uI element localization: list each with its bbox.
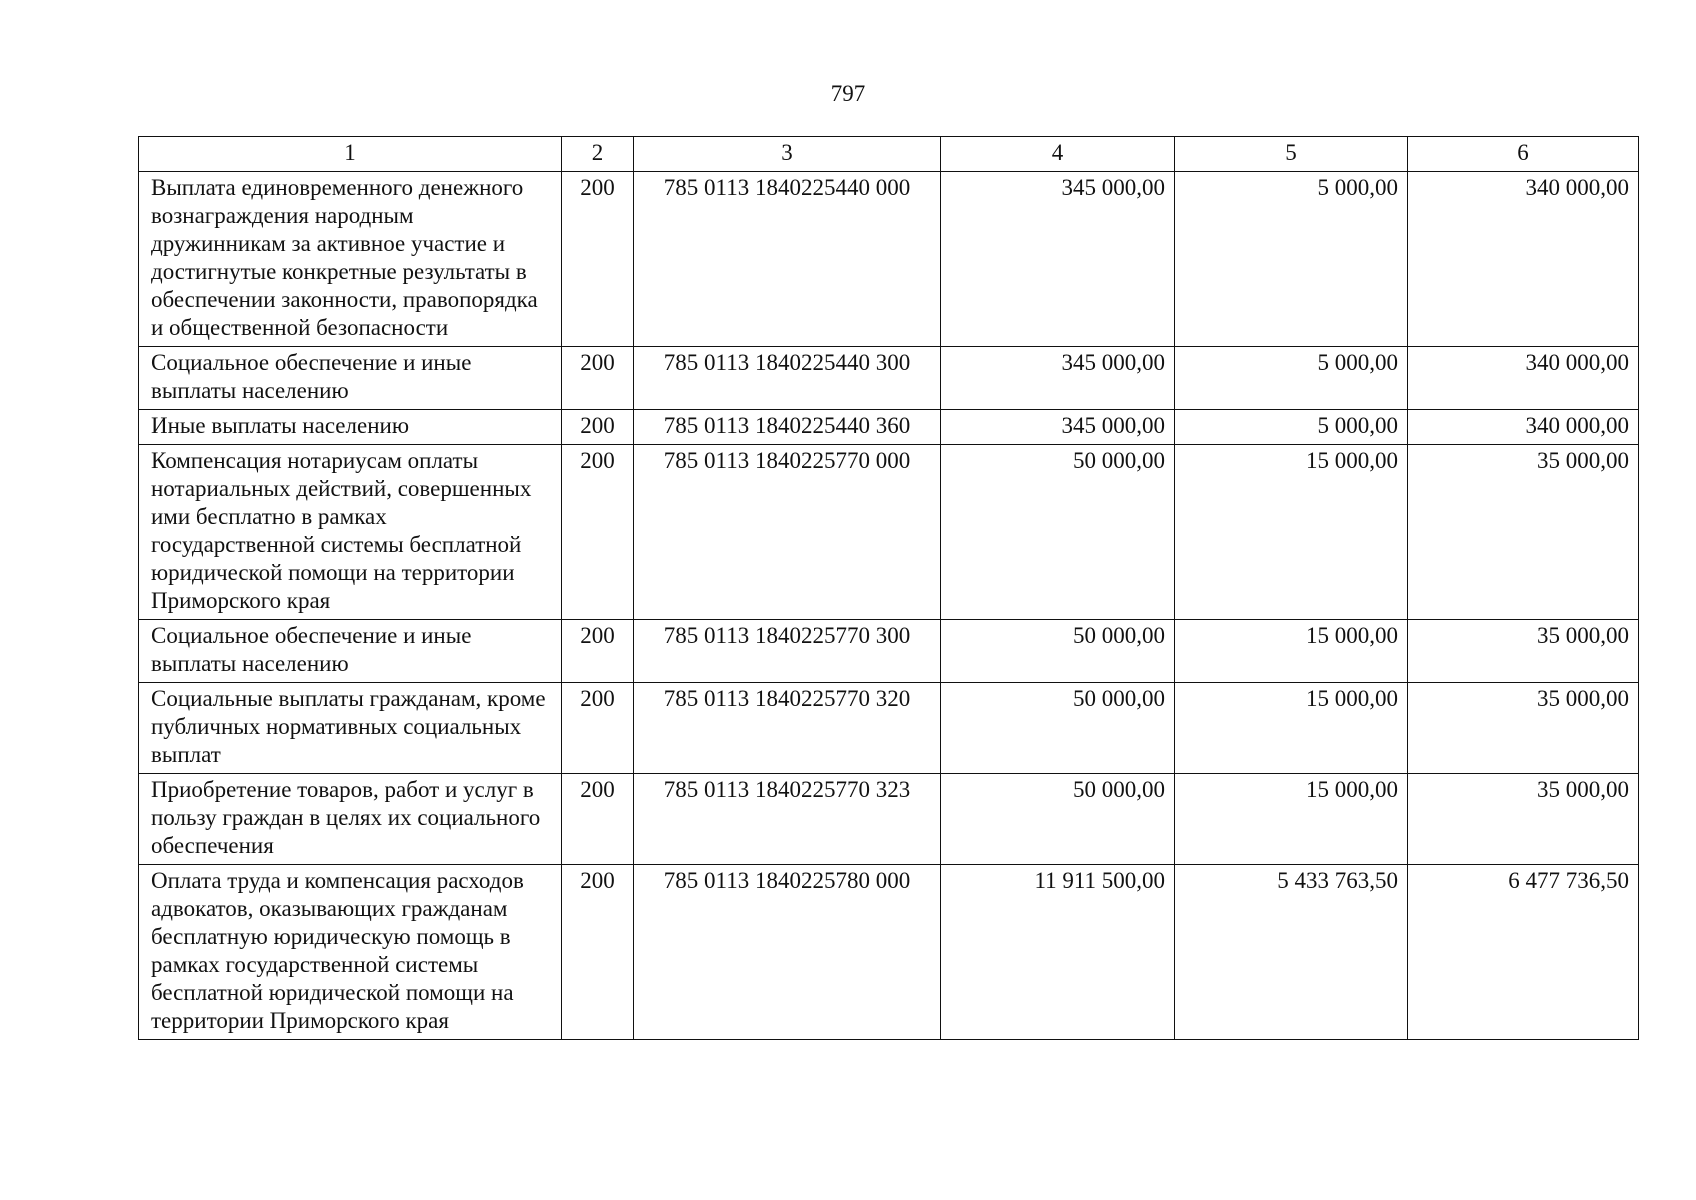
row-amount-col4: 345 000,00 <box>941 347 1175 410</box>
row-amount-col5: 15 000,00 <box>1175 620 1408 683</box>
row-name: Оплата труда и компенсация расходов адвокатов, оказывающих гражданам бесплатную юридическую помощь в рамках государственной системы бесплатной юридической помощи на территории Приморского края <box>139 865 562 1040</box>
row-classification-code: 785 0113 1840225770 323 <box>634 774 941 865</box>
row-classification-code: 785 0113 1840225440 300 <box>634 347 941 410</box>
row-amount-col5: 5 000,00 <box>1175 410 1408 445</box>
column-header: 5 <box>1175 137 1408 172</box>
row-code: 200 <box>562 172 634 347</box>
row-amount-col6: 340 000,00 <box>1408 347 1639 410</box>
row-amount-col6: 35 000,00 <box>1408 445 1639 620</box>
row-code: 200 <box>562 774 634 865</box>
row-amount-col5: 5 000,00 <box>1175 347 1408 410</box>
row-amount-col4: 345 000,00 <box>941 410 1175 445</box>
column-header: 3 <box>634 137 941 172</box>
row-amount-col5: 15 000,00 <box>1175 774 1408 865</box>
row-amount-col5: 15 000,00 <box>1175 683 1408 774</box>
row-code: 200 <box>562 865 634 1040</box>
header-row <box>139 137 1639 172</box>
row-code: 200 <box>562 410 634 445</box>
row-code: 200 <box>562 620 634 683</box>
row-name: Компенсация нотариусам оплаты нотариальных действий, совершенных ими бесплатно в рамках государственной системы бесплатной юридической помощи на территории Приморского края <box>139 445 562 620</box>
row-classification-code: 785 0113 1840225440 360 <box>634 410 941 445</box>
row-amount-col6: 35 000,00 <box>1408 774 1639 865</box>
row-name: Социальное обеспечение и иные выплаты населению <box>139 347 562 410</box>
column-header: 2 <box>562 137 634 172</box>
row-name: Выплата единовременного денежного вознаграждения народным дружинникам за активное участие и достигнутые конкретные результаты в обеспечении законности, правопорядка и общественной безопасности <box>139 172 562 347</box>
row-amount-col5: 5 433 763,50 <box>1175 865 1408 1040</box>
row-classification-code: 785 0113 1840225770 320 <box>634 683 941 774</box>
row-amount-col6: 340 000,00 <box>1408 172 1639 347</box>
table-row <box>139 865 1639 1040</box>
row-name: Иные выплаты населению <box>139 410 562 445</box>
row-code: 200 <box>562 347 634 410</box>
row-amount-col4: 50 000,00 <box>941 620 1175 683</box>
row-amount-col6: 340 000,00 <box>1408 410 1639 445</box>
row-classification-code: 785 0113 1840225770 300 <box>634 620 941 683</box>
table-row <box>139 410 1639 445</box>
table-row <box>139 347 1639 410</box>
row-amount-col5: 15 000,00 <box>1175 445 1408 620</box>
row-classification-code: 785 0113 1840225440 000 <box>634 172 941 347</box>
row-amount-col6: 35 000,00 <box>1408 683 1639 774</box>
row-amount-col4: 11 911 500,00 <box>941 865 1175 1040</box>
table-row <box>139 683 1639 774</box>
column-header: 6 <box>1408 137 1639 172</box>
row-name: Социальное обеспечение и иные выплаты населению <box>139 620 562 683</box>
column-header: 1 <box>139 137 562 172</box>
table-row <box>139 774 1639 865</box>
table-row <box>139 620 1639 683</box>
row-amount-col4: 50 000,00 <box>941 683 1175 774</box>
row-code: 200 <box>562 683 634 774</box>
row-code: 200 <box>562 445 634 620</box>
row-name: Социальные выплаты гражданам, кроме публичных нормативных социальных выплат <box>139 683 562 774</box>
row-classification-code: 785 0113 1840225770 000 <box>634 445 941 620</box>
row-amount-col6: 6 477 736,50 <box>1408 865 1639 1040</box>
row-name: Приобретение товаров, работ и услуг в пользу граждан в целях их социального обеспечения <box>139 774 562 865</box>
table-row <box>139 445 1639 620</box>
row-classification-code: 785 0113 1840225780 000 <box>634 865 941 1040</box>
budget-table <box>138 136 1639 1040</box>
row-amount-col4: 50 000,00 <box>941 774 1175 865</box>
column-header: 4 <box>941 137 1175 172</box>
table-row <box>139 172 1639 347</box>
row-amount-col4: 50 000,00 <box>941 445 1175 620</box>
row-amount-col5: 5 000,00 <box>1175 172 1408 347</box>
row-amount-col6: 35 000,00 <box>1408 620 1639 683</box>
row-amount-col4: 345 000,00 <box>941 172 1175 347</box>
page-number: 797 <box>830 81 866 106</box>
